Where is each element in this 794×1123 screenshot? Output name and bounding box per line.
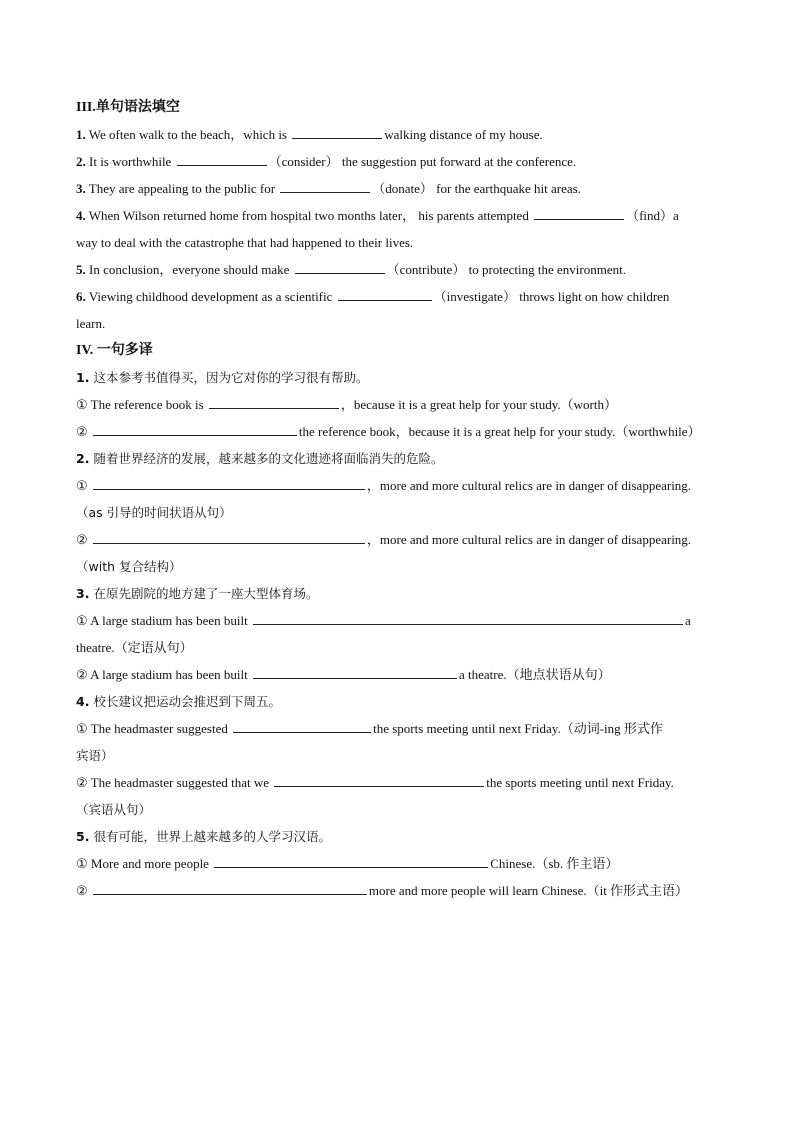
q3-line1-cont: theatre.（定语从句） [76, 640, 193, 655]
q1-line2 [76, 418, 720, 445]
item-3-1 [76, 121, 720, 148]
answer-blank[interactable] [253, 664, 457, 679]
item-number: 2. [76, 154, 86, 169]
line-text: ，more and more cultural relics are in danger of disappearing. [366, 478, 692, 493]
answer-blank[interactable] [93, 529, 365, 544]
answer-blank[interactable] [214, 853, 488, 868]
answer-blank[interactable] [177, 151, 267, 166]
q5-prompt [76, 823, 720, 850]
answer-blank[interactable] [93, 475, 365, 490]
answer-blank[interactable] [209, 394, 339, 409]
answer-blank[interactable] [280, 178, 370, 193]
line-text: ① A large stadium has been built [76, 613, 248, 628]
line-text: ② A large stadium has been built [76, 667, 248, 682]
item-text: （contribute） to protecting the environment. [386, 262, 626, 277]
q4-line1-cont: 宾语） [76, 748, 114, 763]
item-number: 5. [76, 262, 86, 277]
item-number: 3. [76, 586, 90, 601]
q2-line2 [76, 526, 720, 553]
item-text: When Wilson returned home from hospital two months later， his parents attempted [88, 208, 529, 223]
item-text: It is worthwhile [89, 154, 172, 169]
line-text: ① [76, 478, 88, 493]
answer-blank[interactable] [534, 205, 624, 220]
item-3-6-cont: learn. [76, 316, 106, 331]
item-number: 6. [76, 289, 86, 304]
answer-blank[interactable] [295, 259, 385, 274]
q5-line2 [76, 877, 720, 904]
q3-line1 [76, 607, 720, 634]
answer-blank[interactable] [274, 772, 484, 787]
item-text: （donate） for the earthquake hit areas. [372, 181, 581, 196]
q4-line1 [76, 715, 720, 742]
item-3-6 [76, 283, 720, 310]
line-text: the reference book，because it is a great help for your study.（worthwhile） [298, 424, 701, 439]
item-number: 1. [76, 127, 86, 142]
item-text: We often walk to the beach，which is [88, 127, 287, 142]
q4-line2 [76, 769, 720, 796]
prompt-text: 校长建议把运动会推迟到下周五。 [93, 694, 281, 709]
section-3-title: III.单句语法填空 [76, 100, 180, 115]
line-text: ② The headmaster suggested that we [76, 775, 269, 790]
line-text: more and more people will learn Chinese.（it 作形式主语） [368, 883, 689, 898]
item-number: 5. [76, 829, 90, 844]
prompt-text: 这本参考书值得买，因为它对你的学习很有帮助。 [93, 370, 369, 385]
prompt-text: 随着世界经济的发展，越来越多的文化遗迹将面临消失的危险。 [93, 451, 444, 466]
line-text: ② [76, 424, 88, 439]
answer-blank[interactable] [233, 718, 371, 733]
line-text: ① More and more people [76, 856, 209, 871]
item-text: Viewing childhood development as a scientific [88, 289, 333, 304]
q4-prompt [76, 688, 720, 715]
q2-line1-note: （as 引导的时间状语从句） [76, 505, 232, 520]
line-text: ，more and more cultural relics are in danger of disappearing. [366, 532, 692, 547]
q1-prompt [76, 364, 720, 391]
item-3-5 [76, 256, 720, 283]
line-text: ② [76, 883, 88, 898]
line-text: a theatre.（地点状语从句） [458, 667, 611, 682]
item-text: （find）a [626, 208, 679, 223]
answer-blank[interactable] [338, 286, 432, 301]
item-text: walking distance of my house. [384, 127, 543, 142]
item-number: 3. [76, 181, 86, 196]
q3-line2 [76, 661, 720, 688]
item-text: （investigate） throws light on how children [433, 289, 670, 304]
q2-prompt [76, 445, 720, 472]
item-text: （consider） the suggestion put forward at the conference. [268, 154, 577, 169]
q1-line1 [76, 391, 720, 418]
line-text: ，because it is a great help for your study.（worth） [340, 397, 617, 412]
line-text: the sports meeting until next Friday. [486, 775, 674, 790]
item-number: 4. [76, 694, 90, 709]
answer-blank[interactable] [292, 124, 382, 139]
q2-line2-note: （with 复合结构） [76, 559, 182, 574]
q2-line1 [76, 472, 720, 499]
item-text: They are appealing to the public for [88, 181, 276, 196]
answer-blank[interactable] [93, 421, 297, 436]
answer-blank[interactable] [253, 610, 683, 625]
item-text: In conclusion，everyone should make [89, 262, 290, 277]
prompt-text: 在原先剧院的地方建了一座大型体育场。 [93, 586, 319, 601]
item-3-3 [76, 175, 720, 202]
item-3-4 [76, 202, 720, 229]
line-text: ① The reference book is [76, 397, 204, 412]
line-text: Chinese.（sb. 作主语） [490, 856, 619, 871]
q4-line2-note: （宾语从句） [76, 802, 152, 817]
item-number: 1. [76, 370, 90, 385]
line-text: ① The headmaster suggested [76, 721, 228, 736]
line-text: ② [76, 532, 88, 547]
q5-line1 [76, 850, 720, 877]
item-3-2 [76, 148, 720, 175]
section-4-title: IV. 一句多译 [76, 343, 153, 358]
item-number: 4. [76, 208, 86, 223]
prompt-text: 很有可能，世界上越来越多的人学习汉语。 [93, 829, 331, 844]
q3-prompt [76, 580, 720, 607]
line-text: a [684, 613, 691, 628]
item-number: 2. [76, 451, 90, 466]
item-3-4-cont: way to deal with the catastrophe that had happened to their lives. [76, 235, 414, 250]
line-text: the sports meeting until next Friday.（动词-ing 形式作 [373, 721, 663, 736]
worksheet-page [76, 94, 720, 904]
answer-blank[interactable] [93, 880, 367, 895]
